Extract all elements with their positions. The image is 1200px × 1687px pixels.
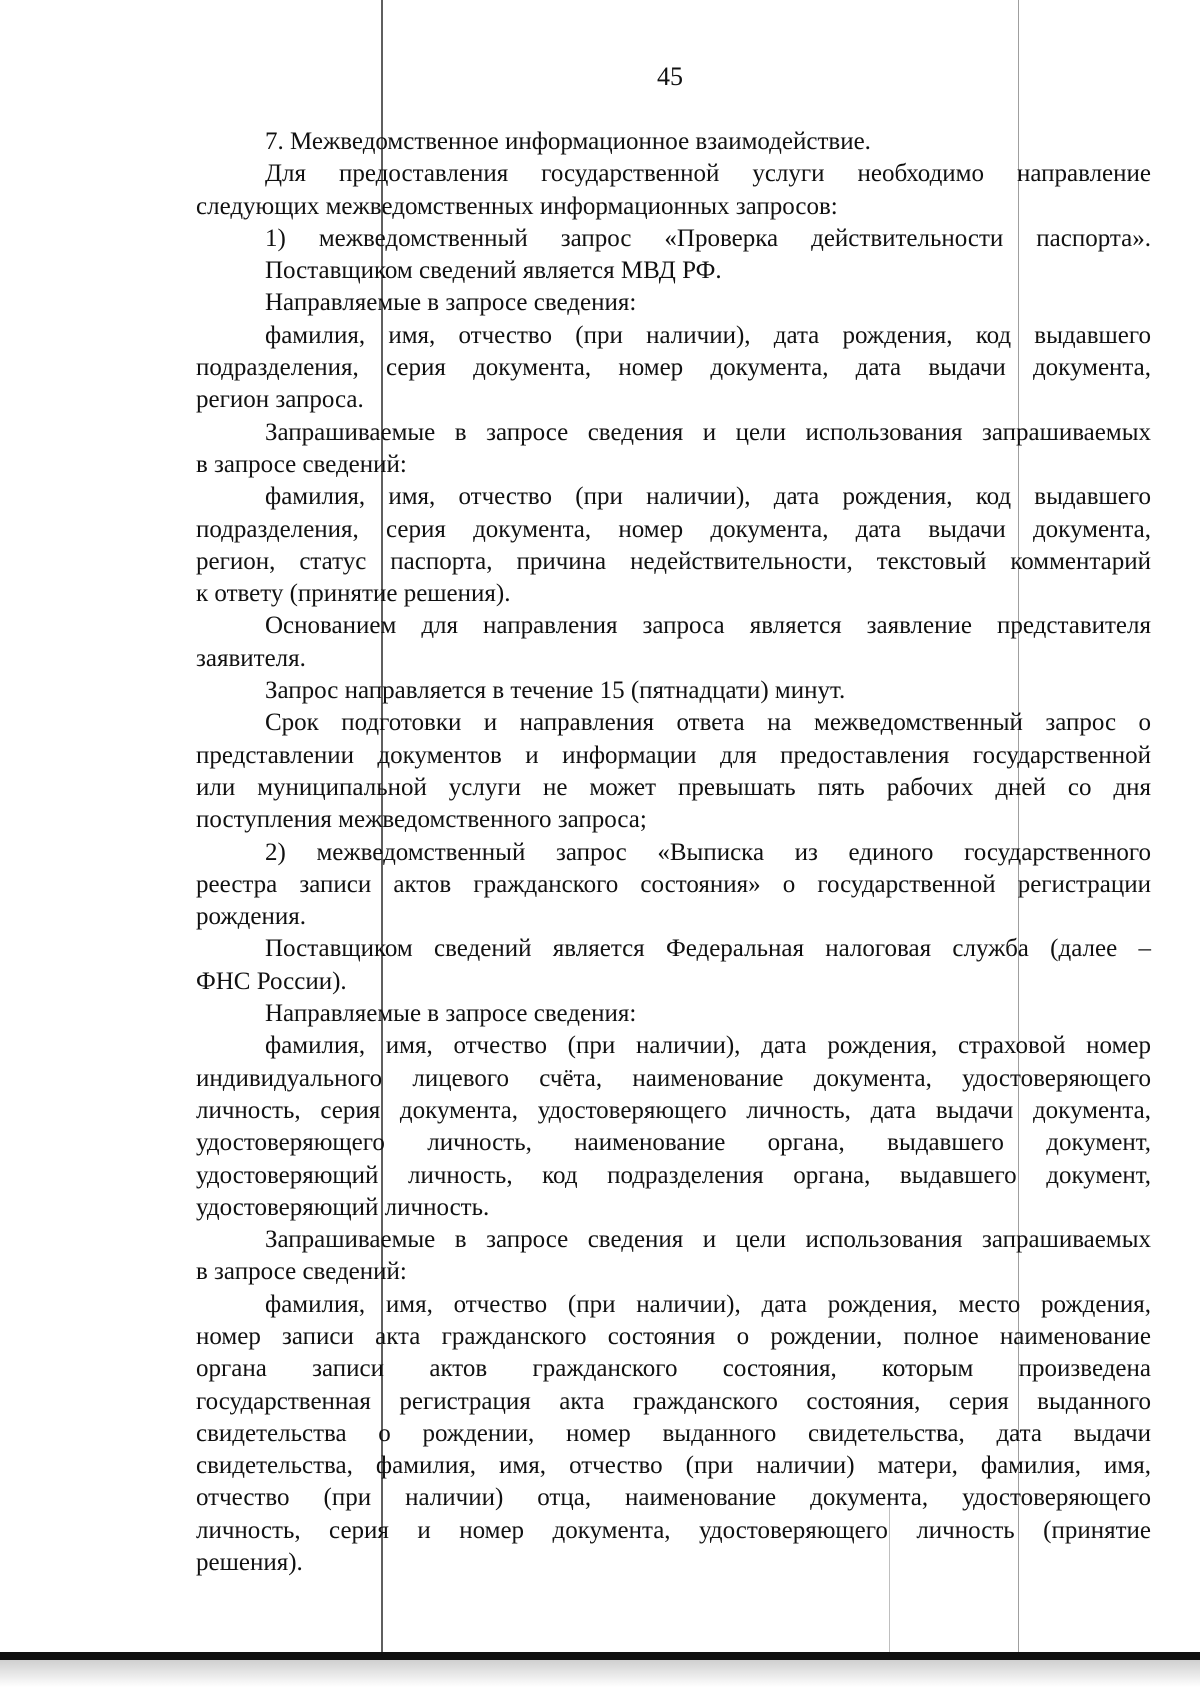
text-line: Запрашиваемые в запросе сведения и цели использования запрашиваемых	[265, 418, 1151, 446]
section-heading: 7. Межведомственное информационное взаимодействие.	[265, 128, 871, 155]
page-number: 45	[657, 62, 683, 91]
text-line: подразделения, серия документа, номер документа, дата выдачи документа,	[196, 354, 1151, 382]
text-line: фамилия, имя, отчество (при наличии), дата рождения, код выдавшего	[265, 321, 1151, 349]
text-line: Срок подготовки и направления ответа на межведомственный запрос о	[265, 709, 1151, 737]
text-line: 2) межведомственный запрос «Выписка из единого государственного	[265, 838, 1151, 866]
text-line: регион запроса.	[196, 386, 364, 414]
text-line: фамилия, имя, отчество (при наличии), дата рождения, страховой номер	[265, 1032, 1151, 1060]
scan-bottom-edge	[0, 1652, 1200, 1660]
text-line: личность, серия документа, удостоверяющего личность, дата выдачи документа,	[196, 1096, 1151, 1124]
body-text	[196, 126, 1151, 1579]
text-line: в запросе сведений:	[196, 450, 407, 478]
text-line: Направляемые в запросе сведения:	[265, 289, 637, 317]
text-line: Запрос направляется в течение 15 (пятнадцати) минут.	[265, 677, 846, 705]
text-line: индивидуального лицевого счёта, наименование документа, удостоверяющего	[196, 1064, 1151, 1092]
text-line: заявителя.	[196, 644, 306, 672]
scan-bottom-shadow	[0, 1660, 1200, 1687]
text-line: рождения.	[196, 903, 306, 931]
text-line: Для предоставления государственной услуги необходимо направление	[265, 160, 1151, 188]
text-line: в запросе сведений:	[196, 1258, 407, 1286]
text-line: реестра записи актов гражданского состояния» о государственной регистрации	[196, 870, 1151, 898]
text-line: органа записи актов гражданского состояния, которым произведена	[196, 1355, 1151, 1383]
text-line: фамилия, имя, отчество (при наличии), дата рождения, место рождения,	[265, 1290, 1151, 1318]
text-line: свидетельства, фамилия, имя, отчество (при наличии) матери, фамилия, имя,	[196, 1452, 1151, 1480]
text-line: государственная регистрация акта гражданского состояния, серия выданного	[196, 1387, 1151, 1415]
text-line: Основанием для направления запроса является заявление представителя	[265, 612, 1151, 640]
text-line: номер записи акта гражданского состояния о рождении, полное наименование	[196, 1322, 1151, 1350]
text-line: подразделения, серия документа, номер документа, дата выдачи документа,	[196, 515, 1151, 543]
text-line: Поставщиком сведений является Федеральная налоговая служба (далее –	[265, 935, 1151, 963]
text-line: личность, серия и номер документа, удостоверяющего личность (принятие	[196, 1516, 1151, 1544]
text-line: Запрашиваемые в запросе сведения и цели использования запрашиваемых	[265, 1226, 1151, 1254]
text-line: фамилия, имя, отчество (при наличии), дата рождения, код выдавшего	[265, 483, 1151, 511]
text-line: удостоверяющего личность, наименование органа, выдавшего документ,	[196, 1129, 1151, 1157]
text-line: следующих межведомственных информационных запросов:	[196, 192, 838, 220]
text-line: представлении документов и информации для предоставления государственной	[196, 741, 1151, 769]
text-line: решения).	[196, 1549, 303, 1577]
text-line: ФНС России).	[196, 967, 347, 995]
text-line: свидетельства о рождении, номер выданного свидетельства, дата выдачи	[196, 1419, 1151, 1447]
text-line: Поставщиком сведений является МВД РФ.	[265, 257, 722, 285]
text-line: поступления межведомственного запроса;	[196, 806, 647, 834]
text-line: Направляемые в запросе сведения:	[265, 1000, 637, 1028]
text-line: регион, статус паспорта, причина недействительности, текстовый комментарий	[196, 547, 1151, 575]
text-line: 1) межведомственный запрос «Проверка действительности паспорта».	[265, 224, 1151, 252]
text-line: удостоверяющий личность, код подразделения органа, выдавшего документ,	[196, 1161, 1151, 1189]
text-line: к ответу (принятие решения).	[196, 580, 511, 608]
text-line: отчество (при наличии) отца, наименование документа, удостоверяющего	[196, 1484, 1151, 1512]
text-line: удостоверяющий личность.	[196, 1193, 490, 1221]
text-line: или муниципальной услуги не может превышать пять рабочих дней со дня	[196, 773, 1151, 801]
